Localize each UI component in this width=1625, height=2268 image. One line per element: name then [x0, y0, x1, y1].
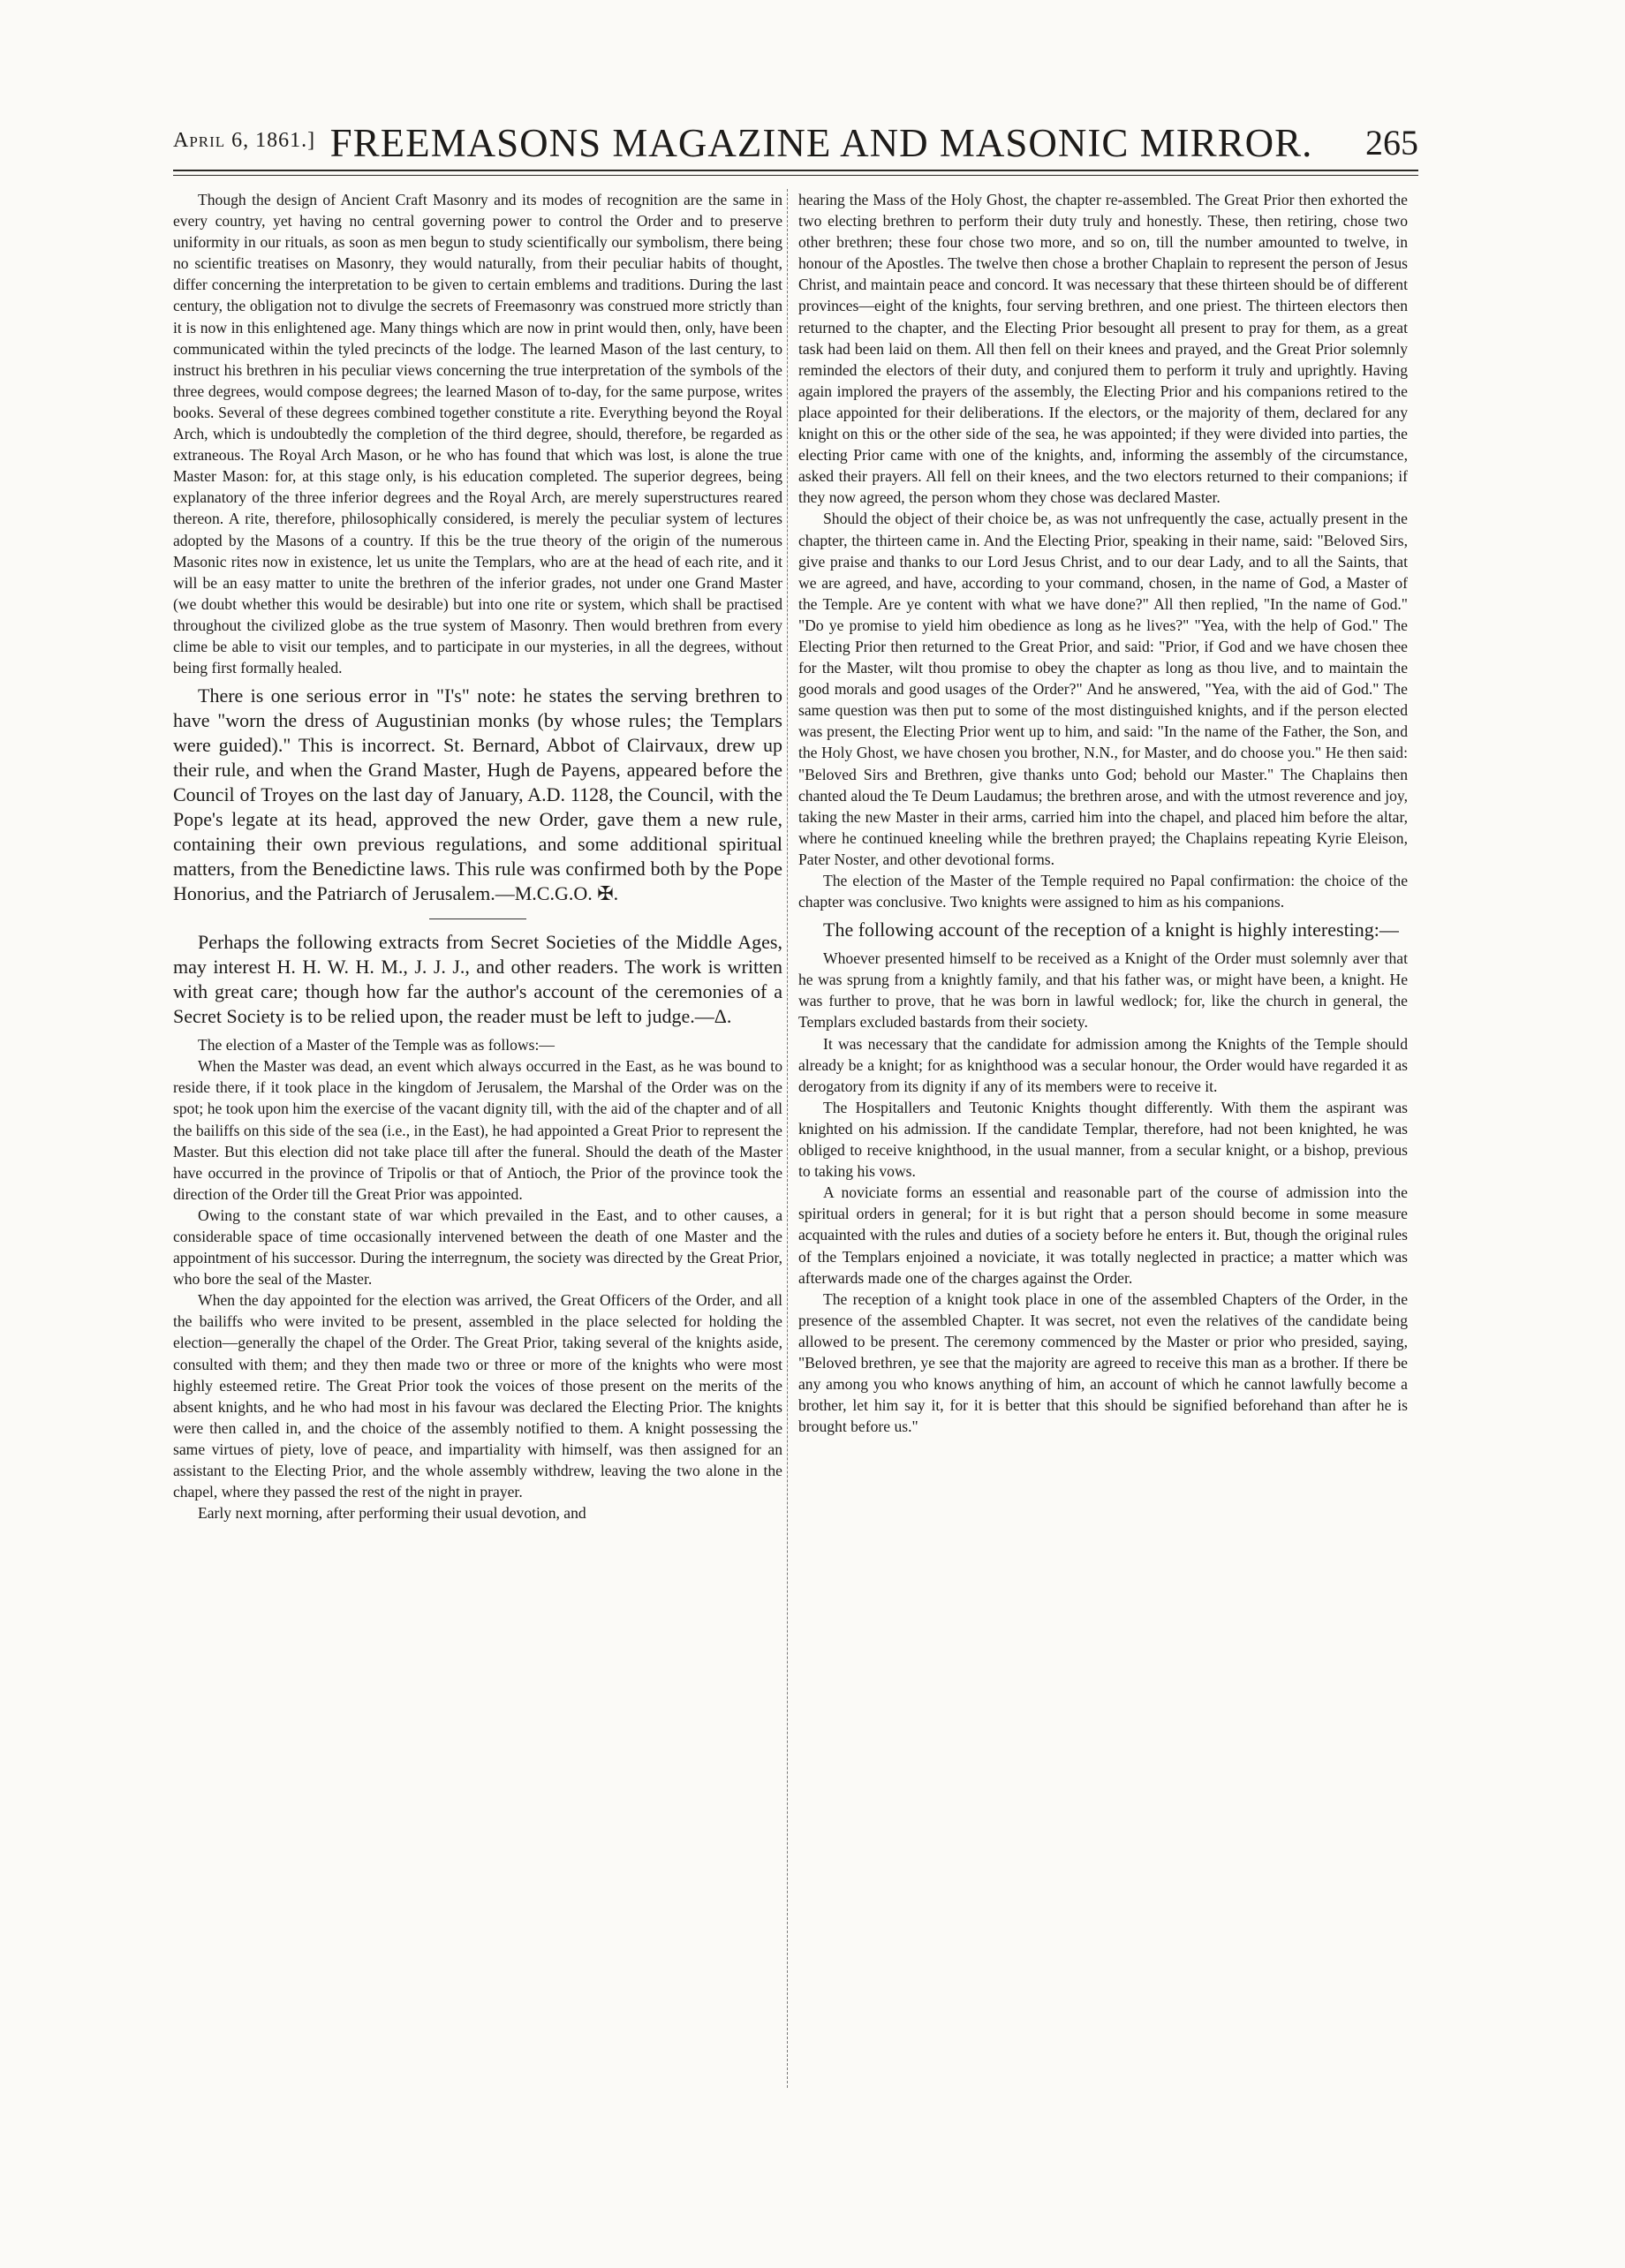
header-rule	[173, 170, 1418, 171]
paragraph-extracts-intro: Perhaps the following extracts from Secret Societies of the Middle Ages, may interest H. H. W. H. M., J. J. J., and other readers. The work is written with great care; though how far the author's account of the ceremonies of a Secret Society is to be relied upon, the reader must be left to judge.—Δ.	[173, 931, 782, 1028]
publication-title: FREEMASONS MAGAZINE AND MASONIC MIRROR.	[329, 121, 1313, 165]
paragraph-knightly-family: Whoever presented himself to be received as a Knight of the Order must solemnly aver that he was sprung from a knightly family, and that his father was, or might have been, a knight. He was further to prove, that he was born in lawful wedlock; for, like the church in general, the Templars excluded bastards from their society.	[798, 949, 1408, 1032]
paragraph-hospitallers: The Hospitallers and Teutonic Knights thought differently. With them the aspirant was knighted on his admission. If the candidate Templar, therefore, had not been knighted, he was obliged to receive knighthood, in the usual manner, from a secular knight, or a bishop, previous to taking his vows.	[798, 1098, 1408, 1181]
paragraph-noviciate: A noviciate forms an essential and reasonable part of the course of admission into the spiritual orders in general; for it is but right that a person should become in some measure acquainted with the rules and duties of a society before he enters it. But, though the original rules of the Templars enjoined a noviciate, it was totally neglected in practice; a matter which was afterwards made one of the charges against the Order.	[798, 1183, 1408, 1287]
paragraph-masonic-rites: Though the design of Ancient Craft Masonry and its modes of recognition are the same in every country, yet having no central governing power to control the Order and to preserve uniformity in our rituals, as soon as men begun to study scientifically our symbolism, there being no scientific treatises on Masonry, they would naturally, from their peculiar habits of thought, differ concerning the interpretation to be given to certain emblems and traditions. During the last century, the obligation not to divulge the secrets of Freemasonry was construed more strictly than it is now in this enlightened age. Many things which are now in print would then, only, have been communicated within the tyled precincts of the lodge. The learned Mason of the last century, to instruct his brethren in his peculiar views concerning the true interpretation of the symbols of the three degrees, would compose degrees; the learned Mason of to-day, for the same purpose, writes books. Several of these degrees combined together constitute a rite. Everything beyond the Royal Arch, which is undoubtedly the completion of the third degree, should, therefore, be regarded as extraneous. The Royal Arch Mason, or he who has found that which was lost, is alone the true Master Mason: for, at this stage only, is his education completed. The superior degrees, being explanatory of the three inferior degrees and the Royal Arch, are merely superstructures reared thereon. A rite, therefore, philosophically considered, is merely the peculiar system of lectures adopted by the Masons of a country. If this be the true theory of the origin of the numerous Masonic rites now in existence, let us unite the Templars, who are at the head of each rite, and it will be an easy matter to unite the brethren of the inferior grades, not under one Grand Master (we doubt whether this would be desirable) but into one rite or system, which shall be practised throughout the civilized globe as the true system of Masonry. Then would brethren from every clime be able to visit our temples, and to participate in our mysteries, in all the degrees, without being first formally healed.	[173, 191, 782, 677]
paragraph-master-declared: Should the object of their choice be, as was not unfrequently the case, actually present in the chapter, the thirteen came in. And the Electing Prior, speaking in their name, said: "Beloved Sirs, give praise and thanks to our Lord Jesus Christ, and to our dear Lady, and to all the Saints, that we are agreed, and have, according to your command, chosen, in the name of God, a Master of the Temple. Are ye content with what we have done?" All then replied, "In the name of God." "Do ye promise to yield him obedience as long as he lives?" "Yea, with the help of God." The Electing Prior then returned to the Great Prior, and said: "Prior, if God and we have chosen thee for the Master, wilt thou promise to obey the chapter as long as thou live, and to maintain the good morals and good usages of the Order?" And he answered, "Yea, with the aid of God." The same question was then put to some of the most distinguished knights, and if the person elected was present, the Electing Prior went up to him, and said: "In the name of the Father, the Son, and the Holy Ghost, we have chosen you brother, N.N., for Master, and do choose you." He then said: "Beloved Sirs and Brethren, give thanks unto God; behold our Master." The Chaplains then chanted aloud the Te Deum Laudamus; the brethren arose, and with the utmost reverence and joy, taking the new Master in their arms, carried him into the chapel, and placed him before the altar, where he continued kneeling while the brethren prayed; the Chaplains repeating Kyrie Eleison, Pater Noster, and other devotional forms.	[798, 510, 1408, 868]
masthead	[173, 106, 1418, 165]
paragraph-templar-rule-correction: There is one serious error in "I's" note: he states the serving brethren to have "worn the dress of Augustinian monks (by whose rules; the Templars were guided)." This is incorrect. St. Bernard, Abbot of Clairvaux, drew up their rule, and when the Grand Master, Hugh de Payens, appeared before the Council of Troyes on the last day of January, A.D. 1128, the Council, with the Pope's legate at its head, approved the new Order, gave them a new rule, containing their own previous regulations, and some additional spiritual matters, from the Benedictine laws. This rule was confirmed both by the Pope Honorius, and the Patriarch of Jerusalem.—M.C.G.O. ✠.	[173, 684, 782, 905]
page-number: 265	[1365, 123, 1418, 163]
paragraph-no-papal-confirmation: The election of the Master of the Temple required no Papal confirmation: the choice of the chapter was conclusive. Two knights were assigned to him as his companions.	[798, 872, 1408, 911]
issue-date: April 6, 1861.]	[173, 129, 316, 152]
header-rule-thin	[173, 175, 1418, 176]
column-divider	[787, 189, 788, 2088]
paragraph-thirteen-electors: hearing the Mass of the Holy Ghost, the chapter re-assembled. The Great Prior then exhorted the two electing brethren to perform their duty truly and honestly. These, then retiring, chose two other brethren; these four chose two more, and so on, till the number amounted to twelve, in honour of the Apostles. The twelve then chose a brother Chaplain to represent the person of Jesus Christ, and maintain peace and concord. It was necessary that these thirteen should be of different provinces—eight of the knights, four serving brethren, and one priest. The thirteen electors then returned to the chapter, and the Electing Prior besought all present to pray for them, as a great task had been laid on them. All then fell on their knees and prayed, and the Great Prior solemnly reminded the electors of their duty, and conjured them to perform it truly and uprightly. Having again implored the prayers of the assembly, the Electing Prior and his companions retired to the place appointed for their deliberations. If the electors, or the majority of them, declared for any knight on this or the other side of the sea, he was appointed; if they were divided into parties, the electing Prior came with one of the knights, and, informing the assembly of the circumstance, asked their prayers. All fell on their knees, and the two electors returned to their companions; if they now agreed, the person whom they chose was declared Master.	[798, 191, 1408, 507]
paragraph-next-morning: Early next morning, after performing their usual devotion, and	[198, 1504, 586, 1523]
paragraph-interregnum: Owing to the constant state of war which prevailed in the East, and to other causes, a considerable space of time occasionally intervened between the death of one Master and the appointment of his successor. During the interregnum, the society was directed by the Great Prior, who bore the seal of the Master.	[173, 1206, 782, 1289]
paragraph-reception-ceremony: The reception of a knight took place in one of the assembled Chapters of the Order, in the presence of the assembled Chapter. It was secret, not even the relatives of the candidate being allowed to be present. The ceremony commenced by the Master or prior who presided, saying, "Beloved brethren, ye see that the majority are agreed to receive this man as a brother. If there be any among you who knows anything of him, an account of which he cannot lawfully become a brother, let him say it, for it is better that this should be signified beforehand than after he is brought before us."	[798, 1289, 1408, 1436]
left-column	[173, 189, 782, 2091]
paragraph-election-heading: The election of a Master of the Temple was as follows:—	[198, 1036, 555, 1055]
paragraph-election-day: When the day appointed for the election was arrived, the Great Officers of the Order, and all the bailiffs who were invited to be present, assembled in the place selected for holding the election—generally the chapel of the Order. The Great Prior, taking several of the knights aside, consulted with them; and they then made two or three or more of the knights who were most highly esteemed retire. The Great Prior took the voices of those present on the merits of the absent knights, and he who had most in his favour was declared the Electing Prior. The knights were then called in, and the choice of the assembly notified to them. A knight possessing the same virtues of piety, love of peace, and impartiality with himself, was then assigned for an assistant to the Electing Prior, and the whole assembly withdrew, leaving the two alone in the chapel, where they passed the rest of the night in prayer.	[173, 1291, 782, 1501]
paragraph-reception-intro: The following account of the reception of a knight is highly interesting:—	[823, 919, 1399, 941]
paragraph-death-of-master: When the Master was dead, an event which always occurred in the East, as he was bound to reside there, if it took place in the kingdom of Jerusalem, the Marshal of the Order was on the spot; he took upon him the exercise of the vacant dignity till, with the aid of the chapter and of all the bailiffs on this side of the sea (i.e., in the East), he had appointed a Great Prior to represent the Master. But this election did not take place till after the funeral. Should the death of the Master have occurred in the province of Tripolis or that of Antioch, the Prior of the province took the direction of the Order till the Great Prior was appointed.	[173, 1057, 782, 1203]
right-column	[798, 189, 1408, 2091]
paragraph-already-knight: It was necessary that the candidate for admission among the Knights of the Temple should already be a knight; for as knighthood was a secular honour, the Order would have regarded it as derogatory from its dignity if any of its members were to receive it.	[798, 1034, 1408, 1095]
